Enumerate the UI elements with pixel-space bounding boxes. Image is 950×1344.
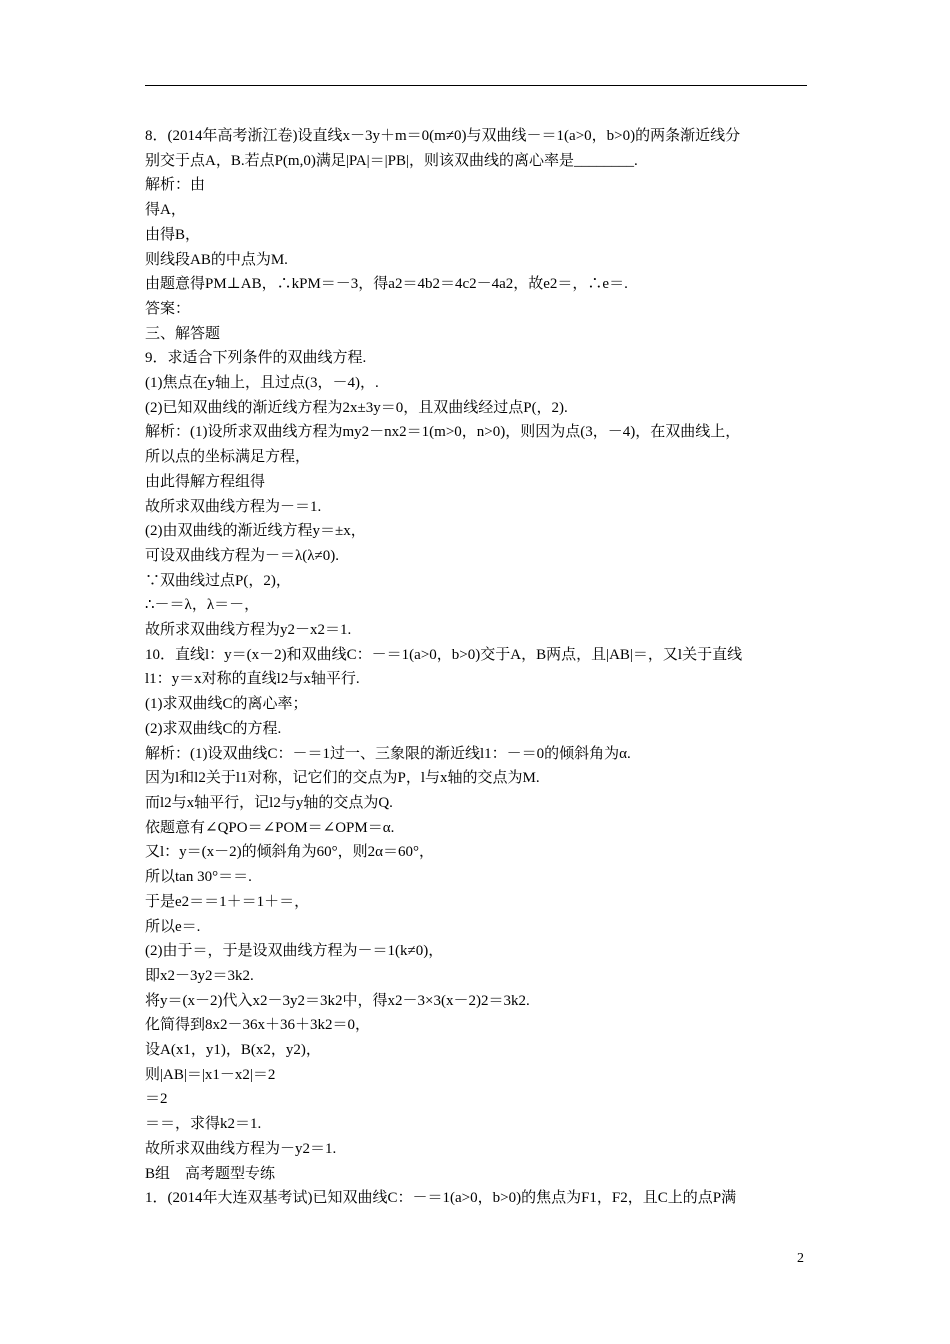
text-line: 得A， <box>145 202 186 219</box>
text-line: 化简得到8x2－36x＋36＋3k2＝0， <box>145 1017 371 1034</box>
text-line: B组 高考题型专练 <box>145 1165 276 1182</box>
text-line: 所以tan 30°＝＝. <box>145 869 252 886</box>
text-line: (1)求双曲线C的离心率； <box>145 696 308 713</box>
header-rule <box>145 85 807 86</box>
text-line: 则线段AB的中点为M. <box>145 251 288 268</box>
text-line: ＝＝，求得k2＝1. <box>145 1116 262 1133</box>
text-line: 1．(2014年大连双基考试)已知双曲线C：－＝1(a>0，b>0)的焦点为F1，F2，且C上的点P满 <box>145 1190 737 1207</box>
text-line: (1)焦点在y轴上，且过点(3，－4)，. <box>145 375 379 392</box>
text-line: (2)由双曲线的渐近线方程y＝±x， <box>145 523 366 540</box>
text-line: l1：y＝x对称的直线l2与x轴平行. <box>145 671 360 688</box>
text-line: 故所求双曲线方程为－y2＝1. <box>145 1140 337 1157</box>
text-line: 将y＝(x－2)代入x2－3y2＝3k2中，得x2－3×3(x－2)2＝3k2. <box>145 992 530 1009</box>
text-line: 8．(2014年高考浙江卷)设直线x－3y＋m＝0(m≠0)与双曲线－＝1(a>0，b>0)的两条渐近线分 <box>145 128 741 144</box>
text-line: 而l2与x轴平行，记l2与y轴的交点为Q. <box>145 794 393 811</box>
text-line: 由题意得PM⊥AB，∴kPM＝－3，得a2＝4b2＝4c2－4a2，故e2＝，∴e＝. <box>145 276 628 293</box>
text-line: 解析：(1)设所求双曲线方程为my2－nx2＝1(m>0，n>0)，则因为点(3，－4)，在双曲线上， <box>145 424 741 441</box>
text-line: 三、解答题 <box>145 325 221 342</box>
text-line: 设A(x1，y1)，B(x2，y2)， <box>145 1042 321 1059</box>
text-line: (2)求双曲线C的方程. <box>145 720 282 737</box>
text-line: 答案： <box>145 300 191 317</box>
text-line: 9．求适合下列条件的双曲线方程. <box>145 350 367 367</box>
text-line: ∵双曲线过点P(，2)， <box>145 572 291 589</box>
text-line: 由此得解方程组得 <box>145 473 266 490</box>
text-line: (2)已知双曲线的渐近线方程为2x±3y＝0，且双曲线经过点P(，2). <box>145 399 568 416</box>
text-line: 故所求双曲线方程为y2－x2＝1. <box>145 622 352 639</box>
text-line: 由得B， <box>145 226 201 243</box>
text-line: ∴－＝λ，λ＝－， <box>145 597 260 614</box>
text-line: 所以e＝. <box>145 918 201 935</box>
text-line: 则|AB|＝|x1－x2|＝2 <box>145 1066 276 1083</box>
text-line: 依题意有∠QPO＝∠POM＝∠OPM＝α. <box>145 819 395 836</box>
text-line: 故所求双曲线方程为－＝1. <box>145 498 322 515</box>
text-line: ＝2 <box>145 1091 168 1108</box>
page-content <box>145 124 813 1211</box>
text-line: 因为l和l2关于l1对称，记它们的交点为P，l与x轴的交点为M. <box>145 770 540 787</box>
text-line: 可设双曲线方程为－＝λ(λ≠0). <box>145 547 340 564</box>
text-line: 别交于点A，B.若点P(m,0)满足|PA|＝|PB|，则该双曲线的离心率是________. <box>145 152 638 169</box>
text-line: 又l：y＝(x－2)的倾斜角为60°，则2α＝60°， <box>145 844 435 861</box>
text-line: (2)由于＝，于是设双曲线方程为－＝1(k≠0)， <box>145 943 444 960</box>
page-number: 2 <box>797 1251 804 1266</box>
text-line: 即x2－3y2＝3k2. <box>145 967 254 984</box>
text-line: 所以点的坐标满足方程， <box>145 449 311 466</box>
text-line: 解析：(1)设双曲线C：－＝1过一、三象限的渐近线l1：－＝0的倾斜角为α. <box>145 745 631 762</box>
text-line: 10．直线l：y＝(x－2)和双曲线C：－＝1(a>0，b>0)交于A，B两点，且|AB|＝，又l关于直线 <box>145 646 743 663</box>
text-line: 解析：由 <box>145 177 206 194</box>
text-line: 于是e2＝＝1＋＝1＋＝， <box>145 893 310 910</box>
